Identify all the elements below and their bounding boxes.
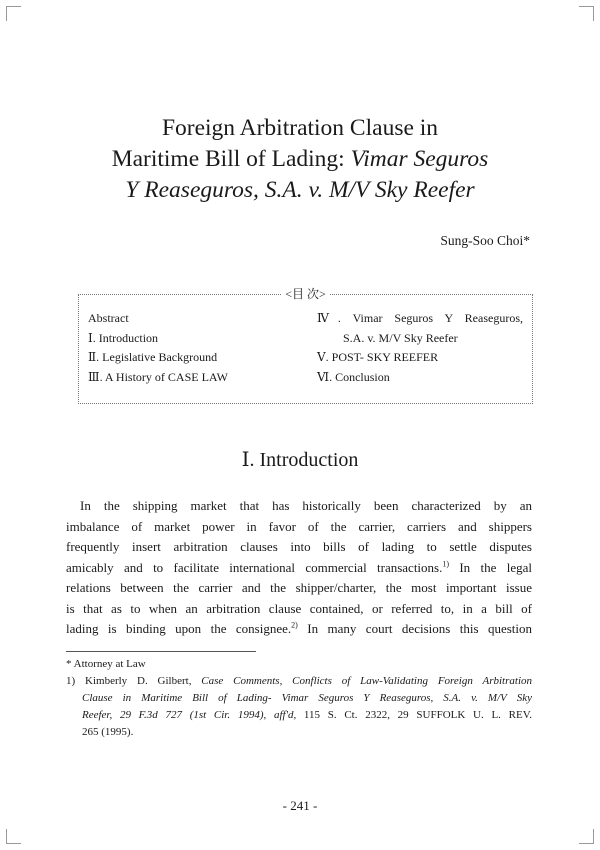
toc-left-column	[88, 309, 228, 387]
toc-item-conclusion: Ⅵ. Conclusion	[317, 369, 390, 384]
footnote-1-line	[66, 690, 532, 707]
footnote-ref-1[interactable]: 1)	[442, 559, 450, 569]
toc-heading	[79, 286, 532, 302]
footnote-ref-2[interactable]: 2)	[291, 620, 298, 630]
toc-item-post-sky-reefer: Ⅴ. POST- SKY REEFER	[317, 350, 439, 364]
body-line: relations between the carrier and the shipper/charter, the most important issue	[66, 580, 532, 595]
footnotes	[66, 656, 532, 741]
toc-item-vimar-seguros: Ⅳ. Vimar Seguros Y Reaseguros,	[317, 311, 523, 325]
footnote-1-case-title-cont: Clause in Maritime Bill of Lading- Vimar Seguros Y Reaseguros, S.A. v. M/V Sky	[82, 692, 532, 704]
paper-title	[40, 113, 560, 206]
corner-mark-top-left	[6, 6, 21, 21]
toc-heading-text: <目 次>	[281, 287, 330, 301]
footnote-1-number: 1)	[66, 675, 76, 687]
body-line-7-after: In many court decisions this question	[307, 621, 532, 636]
body-line-7-text: lading is binding upon the consignee.	[66, 621, 292, 636]
title-line-3-italic: Y Reaseguros, S.A. v. M/V Sky Reefer	[125, 177, 475, 203]
section-heading: Ⅰ. Introduction	[241, 449, 359, 471]
body-paragraph	[66, 496, 532, 640]
toc-item-abstract: Abstract	[88, 311, 129, 325]
toc-item-vimar-seguros-cont: S.A. v. M/V Sky Reefer	[343, 330, 458, 345]
author-text: Sung-Soo Choi	[440, 233, 524, 248]
title-line-1: Foreign Arbitration Clause in	[161, 115, 439, 141]
footnote-1-line	[66, 707, 532, 724]
body-line	[66, 619, 532, 640]
table-of-contents	[78, 287, 533, 404]
footnote-1	[66, 673, 532, 741]
body-line-4-text: amicably and to facilitate international commercial transactions.	[66, 559, 443, 575]
footnote-divider	[66, 651, 256, 652]
body-line-4-after: In the legal	[449, 559, 532, 575]
body-line: is that as to when an arbitration clause contained, or referred to, in a bill of	[66, 600, 532, 616]
title-line-2-italic: Vimar Seguros	[350, 146, 489, 172]
title-line-2-plain: Maritime Bill of Lading:	[111, 146, 351, 172]
toc-right-column	[317, 309, 523, 387]
corner-mark-bottom-right	[579, 829, 594, 844]
corner-mark-bottom-left	[6, 829, 21, 844]
footnote-1-citation: 115 S. Ct. 2322, 29 SUFFOLK U. L. REV.	[296, 709, 532, 721]
body-line: frequently insert arbitration clauses into bills of lading to settle disputes	[66, 539, 532, 554]
footnote-attorney: * Attorney at Law	[66, 658, 146, 670]
page-number: - 241 -	[282, 798, 318, 813]
corner-mark-top-right	[579, 6, 594, 21]
footnote-1-line	[66, 673, 532, 690]
toc-item-introduction: Ⅰ. Introduction	[88, 330, 159, 345]
toc-item-history-case-law: Ⅲ. A History of CASE LAW	[88, 369, 228, 384]
title-line-3	[40, 175, 560, 206]
author-name	[440, 233, 530, 249]
body-line: imbalance of market power in favor of the carrier, carriers and shippers	[66, 518, 532, 534]
body-line	[66, 558, 532, 579]
title-line-2	[40, 144, 560, 175]
footnote-1-line: 265 (1995).	[82, 726, 134, 738]
body-line: In the shipping market that has historically been characterized by an	[80, 498, 532, 513]
footnote-1-author: Kimberly D. Gilbert,	[85, 675, 202, 687]
footnote-1-case-title: Case Comments, Conflicts of Law-Validating Foreign Arbitration	[201, 675, 532, 687]
footnote-1-citation-italic: Reefer, 29 F.3d 727 (1st Cir. 1994), aff'd,	[82, 709, 297, 721]
author-footnote-mark: *	[523, 233, 530, 248]
toc-item-legislative-background: Ⅱ. Legislative Background	[88, 350, 218, 364]
